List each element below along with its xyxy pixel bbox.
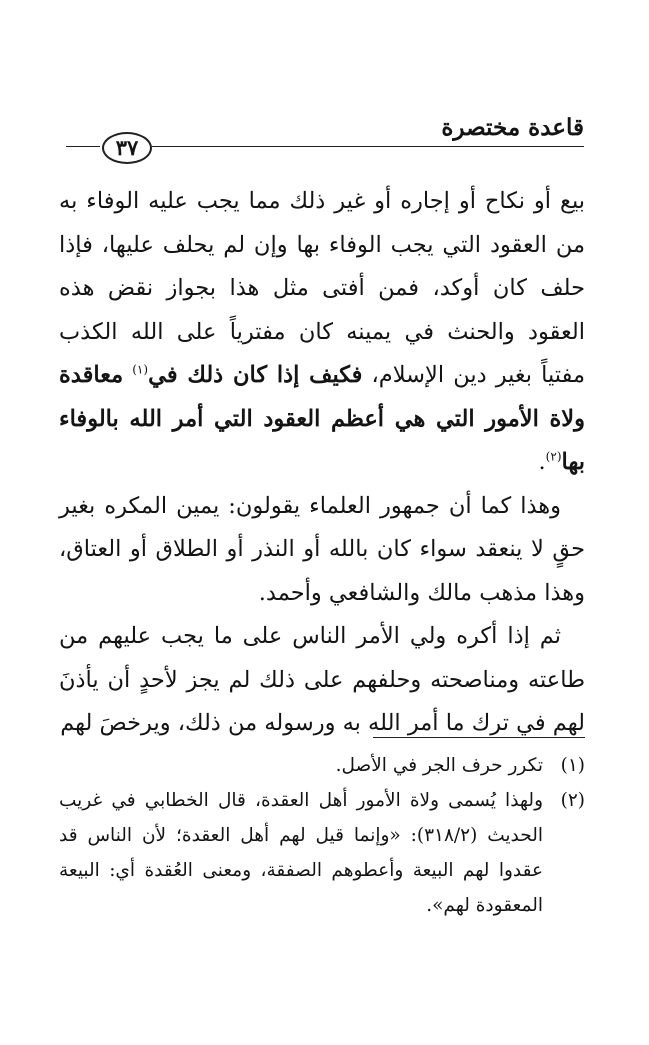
footnote-ref-1: (١) bbox=[132, 362, 149, 377]
main-text bbox=[59, 180, 585, 746]
page-number: ٣٧ bbox=[102, 132, 152, 164]
footnote-1-number: (١) bbox=[560, 755, 585, 776]
header-rule-left bbox=[66, 146, 100, 147]
footnote-1-text: تكرر حرف الجر في الأصل. bbox=[335, 755, 543, 776]
header-rule-right bbox=[152, 146, 584, 147]
paragraph-1-end: . bbox=[538, 449, 546, 475]
paragraph-1-bold-a: فكيف إذا كان ذلك في bbox=[148, 362, 363, 388]
footnotes bbox=[59, 748, 585, 923]
paragraph-1-bold-b: معاقدة ولاة الأمور التي هي أعظم العقود التي أمر الله بالوفاء بها bbox=[59, 362, 585, 475]
running-title: قاعدة مختصرة bbox=[441, 114, 584, 141]
footnote-2 bbox=[59, 783, 585, 923]
paragraph-3: ثم إذا أكره ولي الأمر الناس على ما يجب عليهم من طاعته ومناصحته وحلفهم على ذلك لم يجز لأحدٍ أن يأذنَ لهم في ترك ما أمر الله به ورسوله من ذلك، ويرخصَ لهم bbox=[59, 623, 585, 736]
footnote-1 bbox=[59, 748, 585, 783]
footnote-separator bbox=[373, 737, 585, 738]
paragraph-2: وهذا كما أن جمهور العلماء يقولون: يمين المكره بغير حقٍ لا ينعقد سواء كان بالله أو النذر أو الطلاق أو العتاق، وهذا مذهب مالك والشافعي وأحمد. bbox=[59, 492, 585, 606]
paragraph-1 bbox=[59, 180, 585, 485]
footnote-ref-2: (٢) bbox=[545, 449, 562, 464]
footnote-2-text: ولهذا يُسمى ولاة الأمور أهل العقدة، قال الخطابي في غريب الحديث (٣١٨/٢): «وإنما قيل لهم أهل العقدة؛ لأن الناس قد عقدوا لهم البيعة وأعطوهم الصفقة، ومعنى العُقدة أي: البيعة المعقودة لهم». bbox=[59, 790, 543, 916]
paragraph-1-start: بيع أو نكاح أو إجاره أو غير ذلك مما يجب عليه الوفاء به من العقود التي يجب الوفاء بها وإن لم يحلف عليها، فإذا حلف كان أوكد، فمن أفتى مثل هذا بجواز نقض هذه العقود والحنث في يمينه كان مفترياً على الله الكذب مفتياً بغير دين الإسلام، bbox=[59, 188, 586, 388]
footnote-2-number: (٢) bbox=[560, 790, 585, 811]
page-header bbox=[66, 110, 584, 170]
